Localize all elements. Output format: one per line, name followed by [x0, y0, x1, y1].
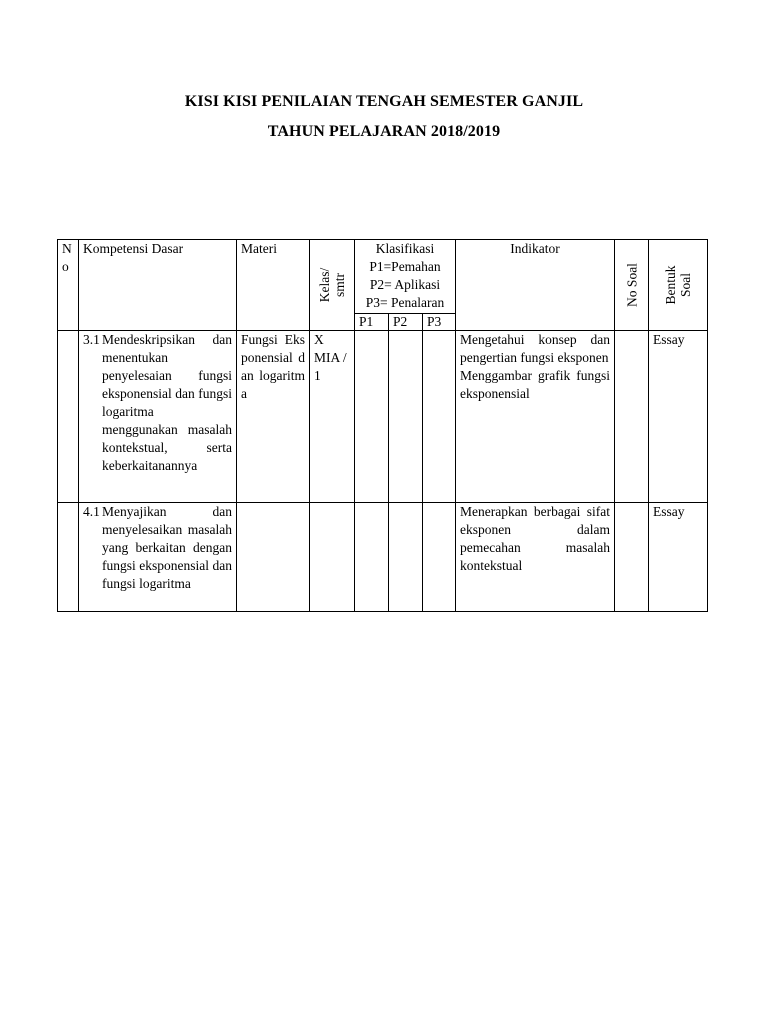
document-subtitle: TAHUN PELAJARAN 2018/2019	[267, 123, 501, 140]
p2-cell	[389, 331, 423, 503]
kd-number: 3.1	[83, 332, 100, 347]
materi-cell	[237, 503, 310, 612]
p1-definition: P1=Pemahan	[369, 259, 441, 274]
p1-cell	[355, 503, 389, 612]
indikator-item: Menerapkan berbagai sifat eksponen dalam pemecahan masalah kontekstual	[460, 504, 610, 573]
header-bentuk-soal-label: Bentuk Soal	[663, 265, 693, 305]
bentuk-soal-cell: Essay	[649, 331, 708, 503]
document-title: KISI KISI PENILAIAN TENGAH SEMESTER GANJIL	[184, 93, 584, 110]
header-p3: P3	[423, 314, 456, 331]
p3-definition: P3= Penalaran	[365, 295, 445, 310]
header-row	[58, 240, 708, 314]
kd-text: Menyajikan dan menyelesaikan masalah yang berkaitan dengan fungsi eksponensial dan fungsi logaritma	[102, 504, 232, 591]
header-indikator: Indikator	[456, 240, 615, 331]
indikator-cell	[456, 503, 615, 612]
no-soal-cell	[615, 503, 649, 612]
kelas-cell: X MIA / 1	[310, 331, 355, 503]
header-materi: Materi	[237, 240, 310, 331]
p2-definition: P2= Aplikasi	[369, 277, 441, 292]
row-no	[58, 331, 79, 503]
kd-text: Mendeskripsikan dan menentukan penyelesaian fungsi eksponensial dan fungsi logaritma menggunakan masalah kontekstual, serta keberkaitanannya	[102, 332, 232, 473]
row-no	[58, 503, 79, 612]
table-row	[58, 503, 708, 612]
header-no: N o	[58, 240, 79, 331]
p3-cell	[423, 503, 456, 612]
header-kelas-label: Kelas/ smtr	[317, 267, 347, 303]
header-no-soal	[615, 240, 649, 331]
header-kompetensi-dasar: Kompetensi Dasar	[79, 240, 237, 331]
kd-cell	[79, 503, 237, 612]
header-no-soal-label: No Soal	[624, 263, 639, 307]
bentuk-soal-cell: Essay	[649, 503, 708, 612]
kd-cell	[79, 331, 237, 503]
header-p1: P1	[355, 314, 389, 331]
header-kelas	[310, 240, 355, 331]
indikator-item: Menggambar grafik fungsi eksponensial	[460, 368, 610, 401]
header-klasifikasi	[355, 240, 456, 314]
header-p2: P2	[389, 314, 423, 331]
indikator-item: Mengetahui konsep dan pengertian fungsi eksponen	[460, 332, 610, 365]
kelas-cell	[310, 503, 355, 612]
kisi-table	[57, 239, 708, 612]
p2-cell	[389, 503, 423, 612]
p3-cell	[423, 331, 456, 503]
header-bentuk-soal	[649, 240, 708, 331]
table-row	[58, 331, 708, 503]
klasifikasi-label: Klasifikasi	[375, 241, 435, 256]
p1-cell	[355, 331, 389, 503]
kd-number: 4.1	[83, 504, 100, 519]
no-soal-cell	[615, 331, 649, 503]
materi-cell: Fungsi Eksponensial dan logaritma	[237, 331, 310, 503]
indikator-cell	[456, 331, 615, 503]
